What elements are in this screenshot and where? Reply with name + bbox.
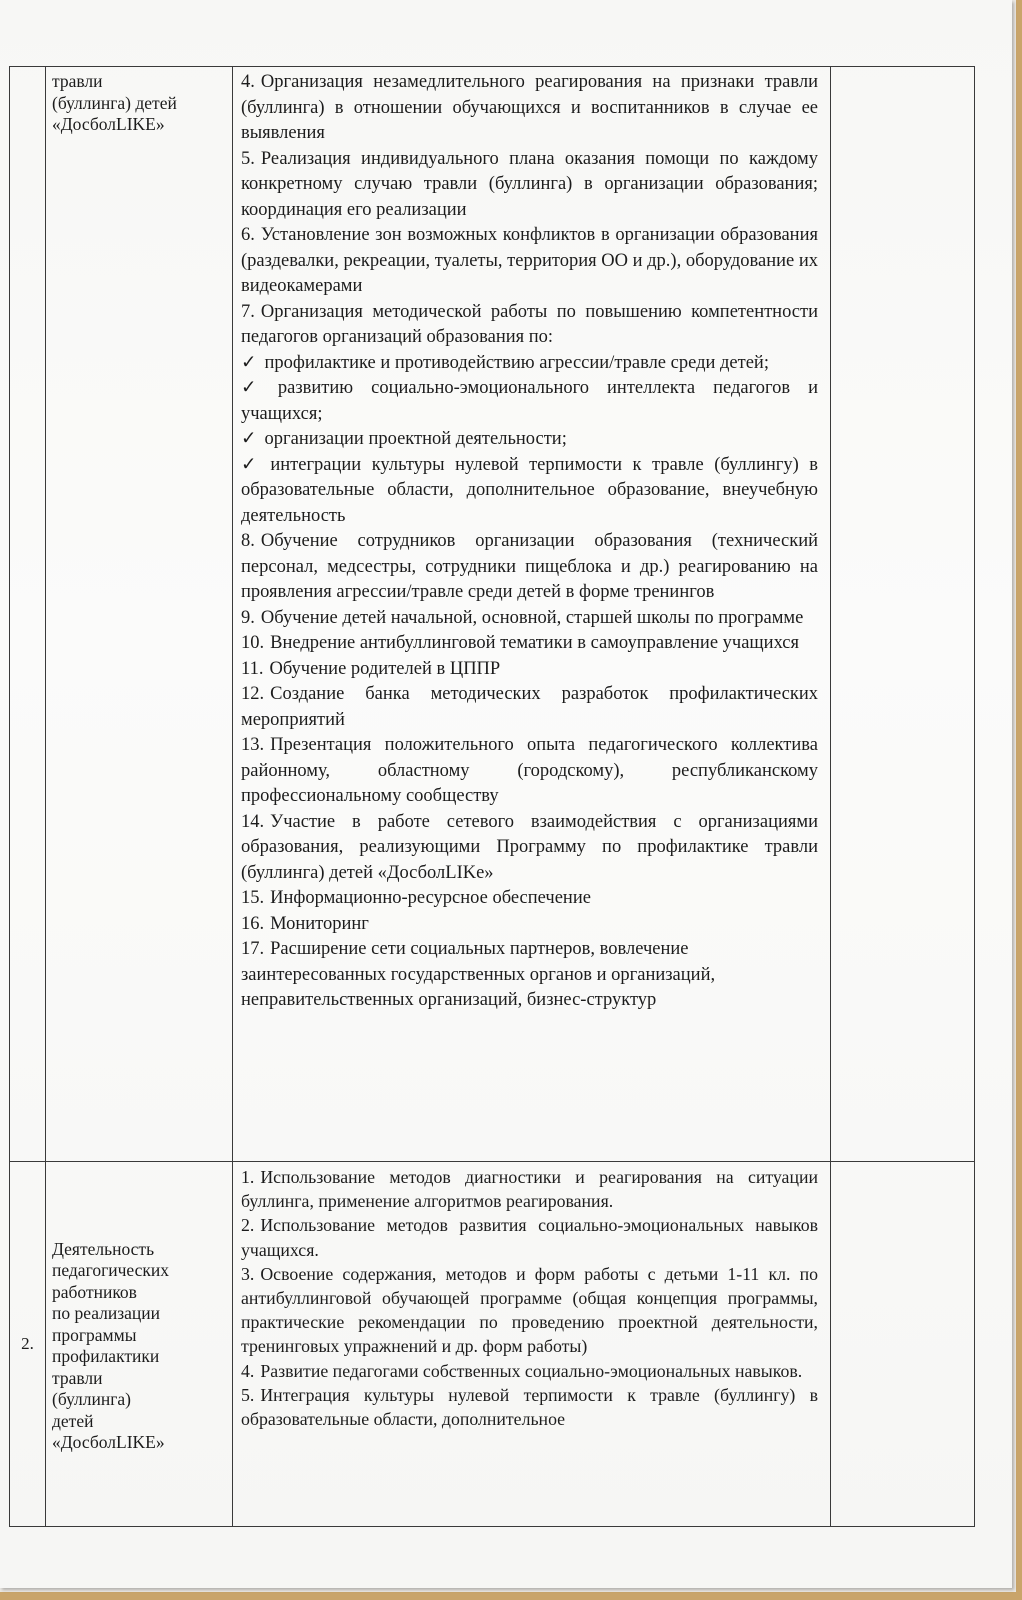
item-number: 15. <box>241 888 265 908</box>
item-number: 5. <box>241 1384 255 1405</box>
notes-cell <box>831 67 974 1161</box>
item-number: 13. <box>241 735 265 755</box>
checkmark-icon: ✓ <box>241 378 270 398</box>
item-number: 2. <box>241 1215 255 1236</box>
list-item <box>241 1165 818 1213</box>
row-title-cell <box>46 1162 233 1526</box>
row-content-cell <box>233 1162 831 1526</box>
row-title-line: «ДосболLIKE» <box>52 1432 165 1452</box>
checklist-item <box>241 427 818 453</box>
table-row <box>10 1161 974 1526</box>
list-item <box>241 70 818 147</box>
table-row <box>10 67 974 1161</box>
row-title-line: (буллинга) детей <box>52 92 177 113</box>
checkmark-icon: ✓ <box>241 454 263 475</box>
item-text: Организация незамедлительного реагирования на признаки травли (буллинга) в отношении обучающихся и воспитанников в случае ее выявления <box>241 72 818 143</box>
item-text: Интеграция культуры нулевой терпимости к травле (буллингу) в образовательные области, дополнительное <box>241 1384 818 1430</box>
checklist-text: профилактике и противодействию агрессии/травле среди детей; <box>264 352 769 373</box>
item-text: Информационно-ресурсное обеспечение <box>270 888 591 908</box>
checklist-item <box>241 351 818 377</box>
item-text: Внедрение антибуллинговой тематики в самоуправление учащихся <box>270 633 800 653</box>
list-item <box>241 300 818 351</box>
item-text: Освоение содержания, методов и форм работы с детьми 1-11 кл. по антибуллинговой обучающей программе (общая концепция программы, практические рекомендации по проведению проектной деятельности, тренинговых упражнений и др. форм работы) <box>241 1263 818 1357</box>
checklist-item <box>241 453 818 530</box>
item-text: Реализация индивидуального плана оказания помощи по каждому конкретному случаю травли (буллинга) в организации образования; координация его реализации <box>241 148 818 220</box>
row-title-line: травли <box>52 71 103 91</box>
list-item <box>241 733 818 810</box>
item-number: 11. <box>241 658 264 679</box>
checklist-text: интеграции культуры нулевой терпимости к травле (буллингу) в образовательные области, дополнительное образование, внеучебную деятельность <box>241 454 818 526</box>
item-text: Презентация положительного опыта педагогического коллектива районному, областному (городскому), республиканскому профессиональному сообществу <box>241 735 818 806</box>
item-text: Развитие педагогами собственных социально-эмоциональных навыков. <box>260 1360 803 1381</box>
item-number: 7. <box>241 301 255 322</box>
item-text: Организация методической работы по повышению компетентности педагогов организаций образования по: <box>241 301 818 347</box>
row-title-line: профилактики <box>52 1346 160 1366</box>
list-item <box>241 1262 818 1359</box>
program-table <box>9 66 975 1527</box>
list-item <box>241 1383 818 1431</box>
row-title-line: педагогических <box>52 1260 169 1280</box>
checkmark-icon: ✓ <box>241 429 257 449</box>
checkmark-icon: ✓ <box>241 352 257 373</box>
list-item <box>241 147 818 224</box>
item-text: Обучение сотрудников организации образования (технический персонал, медсестры, сотрудники пищеблока и др.) реагированию на проявления агрессии/травле среди детей в форме тренингов <box>241 531 818 602</box>
item-text: Обучение родителей в ЦППР <box>269 658 501 679</box>
list-item <box>241 631 818 657</box>
checklist-text: организации проектной деятельности; <box>264 429 567 449</box>
row-title-cell <box>46 67 233 1161</box>
item-text: Участие в работе сетевого взаимодействия с организациями образования, реализующими Программу по профилактике травли (буллинга) детей «ДосболLIKe» <box>241 811 818 883</box>
row-title-line: работников <box>52 1281 137 1302</box>
list-item <box>241 937 818 1014</box>
item-number: 9. <box>241 607 255 628</box>
row-content-cell <box>233 67 831 1161</box>
notes-cell <box>831 1162 974 1526</box>
item-number: 16. <box>241 913 265 934</box>
item-number: 17. <box>241 939 265 959</box>
item-number: 12. <box>241 684 265 704</box>
checklist-item <box>241 376 818 427</box>
checklist-text: развитию социально-эмоционального интеллекта педагогов и учащихся; <box>241 378 818 424</box>
item-text: Установление зон возможных конфликтов в организации образования (раздевалки, рекреации, туалеты, территория ОО и др.), оборудование их видеокамерами <box>241 225 818 296</box>
list-item <box>241 1213 818 1261</box>
item-number: 14. <box>241 811 265 832</box>
item-number: 4. <box>241 72 255 92</box>
row-title-line: Деятельность <box>52 1238 155 1259</box>
list-item <box>241 682 818 733</box>
list-item <box>241 529 818 606</box>
item-text: Мониторинг <box>270 913 369 934</box>
item-number: 10. <box>241 633 265 653</box>
list-item <box>241 912 818 938</box>
item-text: Создание банка методических разработок профилактических мероприятий <box>241 684 818 730</box>
row-number-cell <box>10 67 46 1161</box>
item-text: Обучение детей начальной, основной, старшей школы по программе <box>260 607 804 628</box>
item-number: 5. <box>241 148 255 169</box>
row-title-line: «ДосболLIKE» <box>52 114 165 134</box>
item-number: 4. <box>241 1360 255 1381</box>
list-item <box>241 810 818 887</box>
item-text: Использование методов диагностики и реагирования на ситуации буллинга, применение алгоритмов реагирования. <box>241 1167 818 1212</box>
row-title-line: (буллинга) <box>52 1389 132 1409</box>
item-number: 8. <box>241 531 255 551</box>
list-item <box>241 657 818 683</box>
row-title-line: по реализации <box>52 1303 161 1323</box>
row-number-cell: 2. <box>10 1162 46 1526</box>
item-text: Использование методов развития социально-эмоциональных навыков учащихся. <box>241 1215 818 1260</box>
row-title-line: детей <box>52 1410 94 1431</box>
row-title-line: программы <box>52 1324 137 1345</box>
list-item <box>241 886 818 912</box>
item-number: 3. <box>241 1263 255 1284</box>
item-number: 1. <box>241 1167 255 1187</box>
row-title-line: травли <box>52 1367 103 1388</box>
item-text: Расширение сети социальных партнеров, вовлечение заинтересованных государственных органов и организаций, неправительственных организаций, бизнес-структур <box>241 939 716 1010</box>
list-item <box>241 606 818 632</box>
list-item <box>241 223 818 300</box>
list-item <box>241 1359 818 1383</box>
item-number: 6. <box>241 225 255 245</box>
